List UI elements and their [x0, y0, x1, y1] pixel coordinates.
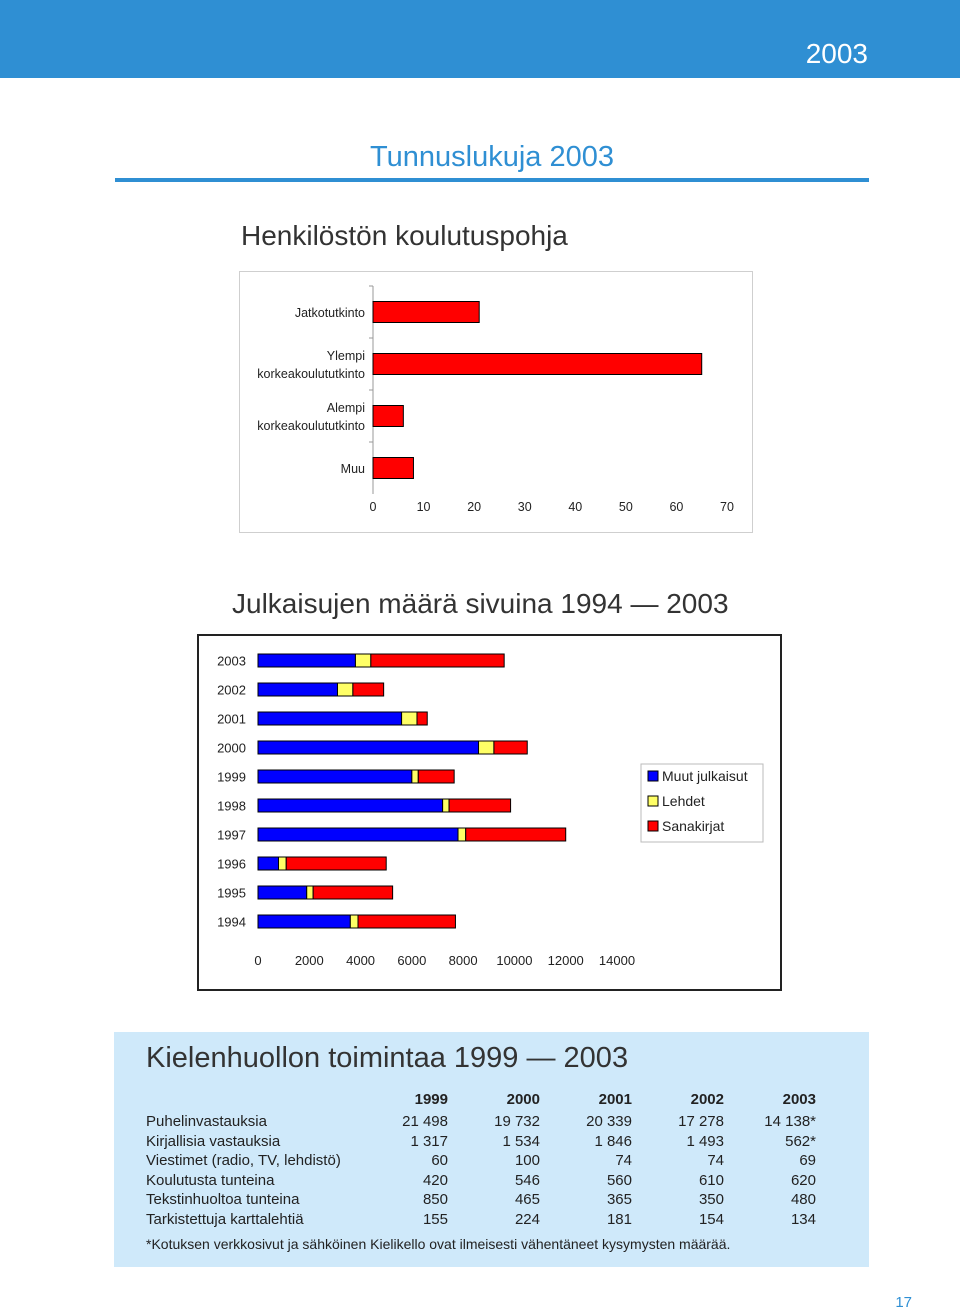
table-cell: 465	[514, 1191, 540, 1208]
x-tick-label: 8000	[448, 953, 478, 968]
table-cell: 420	[422, 1171, 448, 1189]
publications-chart	[197, 634, 782, 991]
bar-segment	[355, 654, 370, 667]
row-label: Puhelinvastauksia	[146, 1113, 267, 1130]
table-cell: 850	[422, 1191, 448, 1208]
bar-segment	[443, 799, 449, 812]
year-header: 2000	[506, 1091, 540, 1108]
publications-chart-title: Julkaisujen määrä sivuina 1994 — 2003	[232, 588, 729, 619]
category-label: Ylempi	[326, 349, 365, 363]
header-year: 2003	[805, 38, 868, 69]
bar-segment	[258, 857, 279, 870]
table-cell: 69	[799, 1152, 816, 1169]
table-cell: 181	[606, 1210, 632, 1228]
row-label: Tekstinhuoltoa tunteina	[146, 1191, 300, 1208]
education-chart-svg	[240, 272, 752, 532]
legend-label: Lehdet	[662, 793, 705, 809]
year-header: 2003	[782, 1091, 816, 1108]
x-tick-label: 20	[467, 500, 482, 514]
bar-segment	[258, 799, 443, 812]
organization-name: Kotimaisten kielten tutkimuskeskus	[481, 78, 776, 99]
section-title: Tunnuslukuja 2003	[370, 141, 614, 173]
chart-legend	[641, 764, 763, 842]
table-cell: 620	[790, 1171, 816, 1189]
bar-segment	[313, 886, 392, 899]
table-cell: 560	[606, 1171, 632, 1189]
x-tick-label: 0	[369, 500, 377, 514]
year-label: 1997	[217, 827, 246, 843]
legend-swatch	[648, 771, 658, 781]
x-tick-label: 12000	[547, 953, 584, 968]
year-header: 2002	[690, 1091, 724, 1108]
year-label: 2003	[217, 653, 246, 669]
table-row	[146, 1171, 816, 1191]
x-tick-label: 14000	[598, 953, 636, 968]
x-tick-label: 30	[517, 500, 532, 514]
section-divider	[115, 178, 869, 182]
bar-segment	[449, 799, 511, 812]
bar-segment	[479, 741, 494, 754]
category-label: korkeakoulututkinto	[257, 419, 365, 433]
bar-segment	[258, 886, 307, 899]
bar-segment	[353, 683, 384, 696]
bar-segment	[258, 741, 479, 754]
table-cell: 610	[698, 1171, 724, 1189]
year-label: 1996	[217, 856, 246, 872]
table-row	[146, 1210, 816, 1230]
table-cell: 60	[431, 1152, 448, 1169]
bar-segment	[350, 915, 358, 928]
bar-segment	[418, 770, 454, 783]
category-label: Muu	[340, 462, 365, 476]
bar-segment	[466, 828, 566, 841]
table-cell: 480	[790, 1191, 816, 1208]
x-tick-label: 60	[669, 500, 684, 514]
table-cell: 350	[698, 1191, 724, 1208]
education-chart-title: Henkilöstön koulutuspohja	[241, 220, 568, 251]
x-tick-label: 4000	[346, 953, 376, 968]
bar-segment	[494, 741, 527, 754]
bar-segment	[412, 770, 418, 783]
table-row	[146, 1132, 816, 1152]
year-label: 2001	[217, 711, 246, 727]
table-footnote: *Kotuksen verkkosivut ja sähköinen Kielikello ovat ilmeisesti vähentäneet kysymysten määrää.	[146, 1236, 731, 1252]
year-label: 1999	[217, 769, 246, 785]
language-service-panel	[114, 1032, 869, 1267]
page-number: 17	[895, 1294, 912, 1311]
row-label: Viestimet (radio, TV, lehdistö)	[146, 1152, 341, 1169]
legend-label: Muut julkaisut	[662, 768, 748, 784]
table-header-blank	[146, 1088, 356, 1112]
bar-segment	[258, 915, 350, 928]
legend-label: Sanakirjat	[662, 818, 725, 834]
bar-segment	[458, 828, 466, 841]
bar	[373, 302, 479, 323]
bar-segment	[286, 857, 386, 870]
bar-segment	[358, 915, 455, 928]
legend-swatch	[648, 796, 658, 806]
year-label: 1995	[217, 885, 246, 901]
table-cell: 20 339	[586, 1113, 632, 1130]
bar-segment	[258, 712, 402, 725]
bar	[373, 458, 413, 479]
header-text	[481, 38, 868, 99]
publications-chart-svg	[199, 636, 780, 989]
year-header: 2001	[598, 1091, 632, 1108]
table-cell: 224	[514, 1210, 540, 1228]
table-body	[146, 1112, 816, 1229]
table-cell: 100	[514, 1152, 540, 1169]
table-cell: 154	[698, 1210, 724, 1228]
category-label: Alempi	[326, 401, 365, 415]
bar-segment	[258, 828, 458, 841]
table-cell: 1 534	[502, 1132, 540, 1150]
bar	[373, 406, 403, 427]
row-label: Kirjallisia vastauksia	[146, 1132, 281, 1150]
bar-segment	[337, 683, 352, 696]
education-chart	[239, 271, 753, 533]
bar-segment	[307, 886, 313, 899]
year-header: 1999	[414, 1091, 448, 1108]
bar-segment	[258, 770, 412, 783]
row-label: Koulutusta tunteina	[146, 1171, 275, 1189]
table-cell: 562*	[785, 1132, 816, 1150]
x-tick-label: 50	[618, 500, 633, 514]
table-cell: 1 317	[410, 1132, 448, 1150]
table-cell: 1 846	[594, 1132, 632, 1150]
language-service-table	[146, 1088, 816, 1229]
x-tick-label: 10000	[496, 953, 533, 968]
table-cell: 365	[606, 1191, 632, 1208]
table-cell: 155	[422, 1210, 448, 1228]
bar-segment	[371, 654, 504, 667]
row-label: Tarkistettuja karttalehtiä	[146, 1210, 304, 1228]
x-tick-label: 70	[720, 500, 734, 514]
bar-segment	[258, 683, 337, 696]
table-cell: 19 732	[494, 1113, 540, 1130]
table-cell: 546	[514, 1171, 540, 1189]
year-label: 1994	[217, 914, 246, 930]
bar	[373, 354, 702, 375]
language-service-title: Kielenhuollon toimintaa 1999 — 2003	[146, 1042, 629, 1074]
legend-swatch	[648, 821, 658, 831]
x-tick-label: 10	[416, 500, 431, 514]
x-tick-label: 40	[568, 500, 583, 514]
table-cell: 21 498	[402, 1113, 448, 1130]
x-tick-label: 2000	[294, 953, 324, 968]
bar-segment	[417, 712, 427, 725]
table-row	[146, 1190, 816, 1210]
year-label: 1998	[217, 798, 246, 814]
x-tick-label: 0	[254, 953, 262, 968]
bar-segment	[402, 712, 417, 725]
bar-segment	[279, 857, 287, 870]
category-label: Jatkotutkinto	[294, 306, 365, 320]
table-cell: 134	[790, 1210, 816, 1228]
bar-segment	[258, 654, 355, 667]
table-cell: 74	[707, 1152, 724, 1169]
table-header-row	[146, 1088, 816, 1112]
table-row	[146, 1112, 816, 1132]
category-label: korkeakoulututkinto	[257, 367, 365, 381]
table-cell: 14 138*	[764, 1113, 816, 1130]
x-tick-label: 6000	[397, 953, 427, 968]
table-cell: 1 493	[686, 1132, 724, 1150]
table-cell: 17 278	[678, 1113, 724, 1130]
table-row	[146, 1151, 816, 1171]
year-label: 2002	[217, 682, 246, 698]
table-cell: 74	[615, 1152, 632, 1169]
header-bar	[0, 0, 960, 99]
year-label: 2000	[217, 740, 246, 756]
